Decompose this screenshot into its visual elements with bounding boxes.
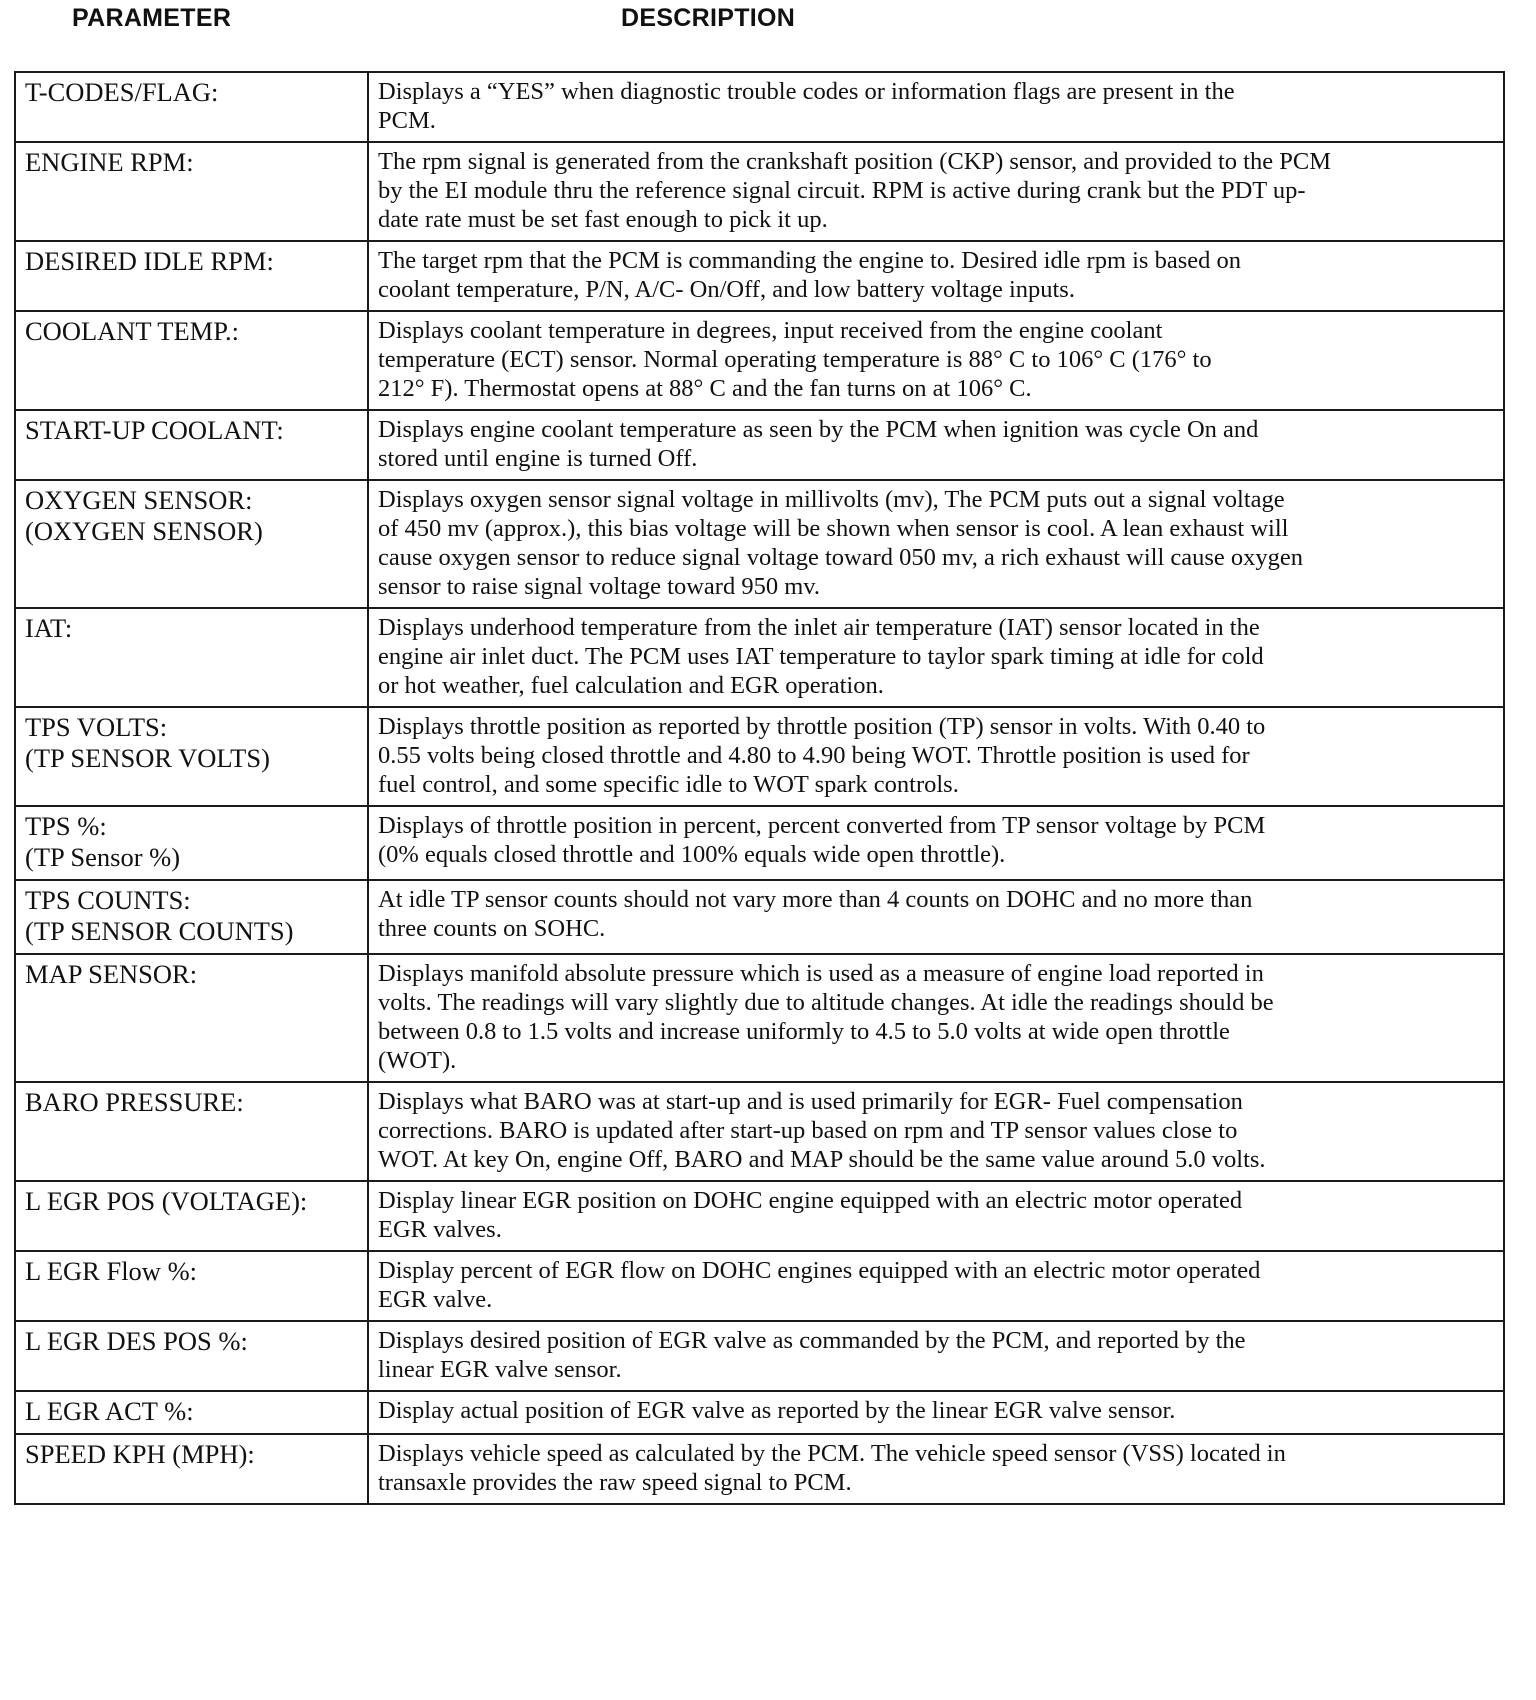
parameter-cell <box>15 1321 368 1391</box>
description-line: sensor to raise signal voltage toward 950 mv. <box>378 573 821 600</box>
description-line: three counts on SOHC. <box>378 915 606 942</box>
parameter-cell <box>15 1434 368 1504</box>
parameter-line: (OXYGEN SENSOR) <box>25 516 263 546</box>
parameter-cell <box>15 410 368 480</box>
parameter-line: L EGR Flow %: <box>25 1256 198 1286</box>
parameter-cell <box>15 311 368 410</box>
parameter-line: COOLANT TEMP.: <box>25 316 239 346</box>
parameter-cell <box>15 1082 368 1181</box>
parameter-line: TPS VOLTS: <box>25 712 168 742</box>
parameter-line: L EGR POS (VOLTAGE): <box>25 1186 308 1216</box>
description-cell <box>368 1391 1504 1434</box>
table-row <box>15 72 1504 142</box>
table-row <box>15 1181 1504 1251</box>
table-row <box>15 311 1504 410</box>
table-row <box>15 410 1504 480</box>
description-line: Displays oxygen sensor signal voltage in millivolts (mv), The PCM puts out a signal voltage <box>378 486 1285 513</box>
description-cell <box>368 1251 1504 1321</box>
description-cell <box>368 410 1504 480</box>
description-line: Displays of throttle position in percent, percent converted from TP sensor voltage by PCM <box>378 812 1266 839</box>
parameter-line: TPS %: <box>25 811 107 841</box>
description-line: corrections. BARO is updated after start-up based on rpm and TP sensor values close to <box>378 1117 1238 1144</box>
table-row <box>15 954 1504 1082</box>
description-line: Displays manifold absolute pressure which is used as a measure of engine load reported in <box>378 960 1264 987</box>
parameter-line: DESIRED IDLE RPM: <box>25 246 274 276</box>
table-row <box>15 1082 1504 1181</box>
description-line: stored until engine is turned Off. <box>378 445 698 472</box>
description-line: At idle TP sensor counts should not vary more than 4 counts on DOHC and no more than <box>378 886 1253 913</box>
parameter-line: OXYGEN SENSOR: <box>25 485 253 515</box>
parameter-line: L EGR ACT %: <box>25 1396 194 1426</box>
description-line: EGR valves. <box>378 1216 502 1243</box>
parameter-line: ENGINE RPM: <box>25 147 194 177</box>
description-line: The rpm signal is generated from the crankshaft position (CKP) sensor, and provided to the PCM <box>378 148 1331 175</box>
table-row <box>15 1321 1504 1391</box>
description-line: linear EGR valve sensor. <box>378 1356 622 1383</box>
description-line: Display percent of EGR flow on DOHC engines equipped with an electric motor operated <box>378 1257 1261 1284</box>
parameter-line: T-CODES/FLAG: <box>25 77 219 107</box>
description-line: coolant temperature, P/N, A/C- On/Off, and low battery voltage inputs. <box>378 276 1075 303</box>
description-line: Displays underhood temperature from the inlet air temperature (IAT) sensor located in the <box>378 614 1260 641</box>
description-line: Displays coolant temperature in degrees, input received from the engine coolant <box>378 317 1163 344</box>
parameter-table-body <box>15 72 1504 1504</box>
table-row <box>15 241 1504 311</box>
description-cell <box>368 707 1504 806</box>
parameter-table <box>14 71 1505 1505</box>
description-line: WOT. At key On, engine Off, BARO and MAP should be the same value around 5.0 volts. <box>378 1146 1266 1173</box>
parameter-cell <box>15 954 368 1082</box>
parameter-cell <box>15 142 368 241</box>
description-cell <box>368 806 1504 880</box>
description-line: Display linear EGR position on DOHC engine equipped with an electric motor operated <box>378 1187 1243 1214</box>
description-line: Displays a “YES” when diagnostic trouble codes or information flags are present in the <box>378 78 1235 105</box>
description-line: temperature (ECT) sensor. Normal operating temperature is 88° C to 106° C (176° to <box>378 346 1212 373</box>
table-row <box>15 1434 1504 1504</box>
description-cell <box>368 480 1504 608</box>
table-row <box>15 480 1504 608</box>
parameter-cell <box>15 1391 368 1434</box>
parameter-cell <box>15 880 368 954</box>
description-line: volts. The readings will vary slightly due to altitude changes. At idle the readings should be <box>378 989 1274 1016</box>
description-line: by the EI module thru the reference signal circuit. RPM is active during crank but the PDT up- <box>378 177 1306 204</box>
description-cell <box>368 608 1504 707</box>
parameter-cell <box>15 608 368 707</box>
parameter-column-heading: PARAMETER <box>72 4 232 32</box>
description-line: of 450 mv (approx.), this bias voltage will be shown when sensor is cool. A lean exhaust will <box>378 515 1289 542</box>
description-line: between 0.8 to 1.5 volts and increase uniformly to 4.5 to 5.0 volts at wide open throttle <box>378 1018 1230 1045</box>
description-column-heading: DESCRIPTION <box>621 4 796 32</box>
description-line: Displays desired position of EGR valve as commanded by the PCM, and reported by the <box>378 1327 1246 1354</box>
description-cell <box>368 1434 1504 1504</box>
parameter-line: MAP SENSOR: <box>25 959 198 989</box>
description-line: (0% equals closed throttle and 100% equals wide open throttle). <box>378 841 1006 868</box>
description-line: PCM. <box>378 107 436 134</box>
parameter-line: BARO PRESSURE: <box>25 1087 244 1117</box>
table-row <box>15 1251 1504 1321</box>
description-line: date rate must be set fast enough to pick it up. <box>378 206 828 233</box>
parameter-line: START-UP COOLANT: <box>25 415 284 445</box>
description-cell <box>368 142 1504 241</box>
description-line: Display actual position of EGR valve as reported by the linear EGR valve sensor. <box>378 1397 1176 1424</box>
parameter-line: (TP Sensor %) <box>25 842 181 872</box>
description-cell <box>368 1181 1504 1251</box>
table-row <box>15 707 1504 806</box>
description-line: Displays what BARO was at start-up and is used primarily for EGR- Fuel compensation <box>378 1088 1243 1115</box>
parameter-cell <box>15 241 368 311</box>
description-line: Displays engine coolant temperature as seen by the PCM when ignition was cycle On and <box>378 416 1259 443</box>
description-cell <box>368 880 1504 954</box>
description-line: 212° F). Thermostat opens at 88° C and the fan turns on at 106° C. <box>378 375 1032 402</box>
parameter-line: (TP SENSOR COUNTS) <box>25 916 294 946</box>
description-line: cause oxygen sensor to reduce signal voltage toward 050 mv, a rich exhaust will cause oxygen <box>378 544 1304 571</box>
parameter-line: L EGR DES POS %: <box>25 1326 248 1356</box>
table-row <box>15 1391 1504 1434</box>
description-cell <box>368 72 1504 142</box>
parameter-cell <box>15 707 368 806</box>
parameter-line: TPS COUNTS: <box>25 885 191 915</box>
description-line: Displays throttle position as reported by throttle position (TP) sensor in volts. With 0.40 to <box>378 713 1266 740</box>
description-cell <box>368 1321 1504 1391</box>
description-line: Displays vehicle speed as calculated by the PCM. The vehicle speed sensor (VSS) located in <box>378 1440 1286 1467</box>
parameter-cell <box>15 1181 368 1251</box>
description-cell <box>368 954 1504 1082</box>
description-cell <box>368 241 1504 311</box>
description-line: engine air inlet duct. The PCM uses IAT temperature to taylor spark timing at idle for cold <box>378 643 1264 670</box>
description-line: EGR valve. <box>378 1286 493 1313</box>
description-cell <box>368 311 1504 410</box>
description-line: transaxle provides the raw speed signal to PCM. <box>378 1469 852 1496</box>
parameter-cell <box>15 72 368 142</box>
description-cell <box>368 1082 1504 1181</box>
table-row <box>15 608 1504 707</box>
parameter-line: SPEED KPH (MPH): <box>25 1439 255 1469</box>
table-row <box>15 880 1504 954</box>
parameter-cell <box>15 1251 368 1321</box>
description-line: 0.55 volts being closed throttle and 4.80 to 4.90 being WOT. Throttle position is used for <box>378 742 1250 769</box>
description-line: (WOT). <box>378 1047 457 1074</box>
description-line: or hot weather, fuel calculation and EGR operation. <box>378 672 884 699</box>
parameter-line: IAT: <box>25 613 73 643</box>
parameter-cell <box>15 480 368 608</box>
parameter-cell <box>15 806 368 880</box>
table-row <box>15 806 1504 880</box>
description-line: The target rpm that the PCM is commanding the engine to. Desired idle rpm is based on <box>378 247 1242 274</box>
table-row <box>15 142 1504 241</box>
parameter-line: (TP SENSOR VOLTS) <box>25 743 270 773</box>
description-line: fuel control, and some specific idle to WOT spark controls. <box>378 771 959 798</box>
